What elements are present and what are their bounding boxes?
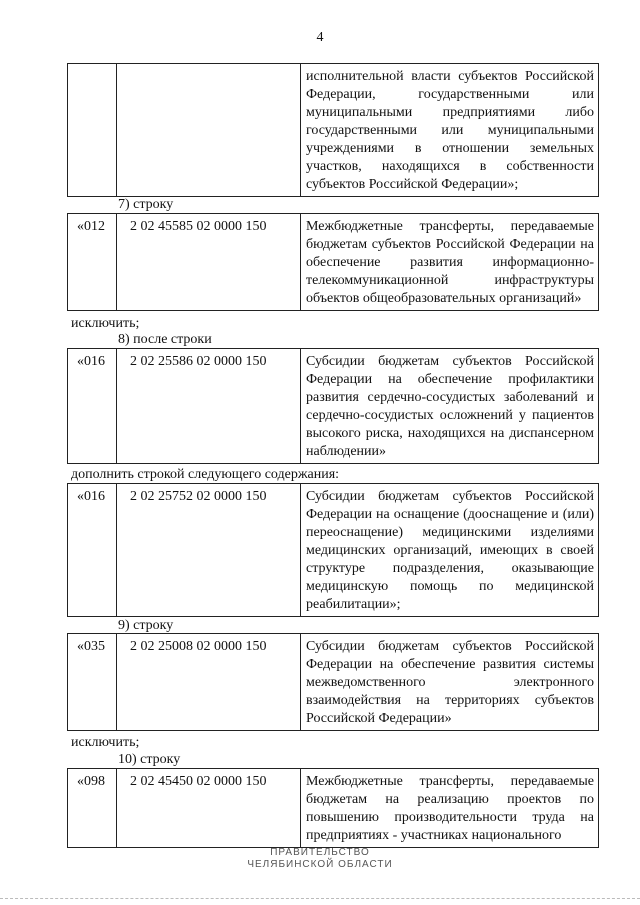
exclude-instruction: исключить; bbox=[71, 735, 140, 750]
revenue-description-cell: Субсидии бюджетам субъектов Российской Федерации на обеспечение профилактики развития сердечно-сосудистых заболеваний и сердечно-сосудистых осложнений у пациентов высокого риска, находящихся на диспансерном наблюдении» bbox=[301, 349, 599, 464]
admin-code-cell: «098 bbox=[68, 769, 117, 848]
admin-code-cell: «016 bbox=[68, 484, 117, 617]
budget-table-row-016-b bbox=[67, 483, 599, 617]
revenue-code-cell: 2 02 25586 02 0000 150 bbox=[117, 349, 301, 464]
item-10-heading: 10) строку bbox=[118, 752, 181, 767]
item-7-heading: 7) строку bbox=[118, 197, 174, 212]
revenue-code-cell: 2 02 25752 02 0000 150 bbox=[117, 484, 301, 617]
revenue-code-cell: 2 02 45585 02 0000 150 bbox=[117, 214, 301, 311]
stamp-line-1: ПРАВИТЕЛЬСТВО bbox=[270, 847, 370, 858]
revenue-description-cell: Межбюджетные трансферты, передаваемые бюджетам субъектов Российской Федерации на обеспечение развития информационно-телекоммуникационной инфраструктуры объектов общеобразовательных организаций» bbox=[301, 214, 599, 311]
revenue-description-cell: Субсидии бюджетам субъектов Российской Федерации на обеспечение развития системы межведомственного электронного взаимодействия на территориях субъектов Российской Федерации» bbox=[301, 634, 599, 731]
budget-table-row-012 bbox=[67, 213, 599, 311]
exclude-instruction: исключить; bbox=[71, 316, 140, 331]
revenue-description-cell: исполнительной власти субъектов Российской Федерации, государственными или муниципальными предприятиями либо государственными или муниципальными учреждениями в отношении земельных участков, находящихся в собственности субъектов Российской Федерации»; bbox=[301, 64, 599, 197]
page-number: 4 bbox=[316, 30, 324, 45]
revenue-code-cell bbox=[117, 64, 301, 197]
government-stamp bbox=[0, 847, 640, 871]
item-8-heading: 8) после строки bbox=[118, 332, 212, 347]
admin-code-cell bbox=[68, 64, 117, 197]
table-row bbox=[68, 634, 599, 731]
budget-table-row-016-a bbox=[67, 348, 599, 464]
table-row bbox=[68, 484, 599, 617]
supplement-instruction: дополнить строкой следующего содержания: bbox=[71, 467, 340, 482]
stamp-line-2: ЧЕЛЯБИНСКОЙ ОБЛАСТИ bbox=[247, 859, 393, 870]
table-row bbox=[68, 769, 599, 848]
table-row bbox=[68, 64, 599, 197]
revenue-description-cell: Субсидии бюджетам субъектов Российской Федерации на оснащение (дооснащение и (или) переоснащение) медицинскими изделиями медицинских организаций, имеющих в своей структуре подразделения, оказывающие медицинскую помощь по медицинской реабилитации»; bbox=[301, 484, 599, 617]
page-edge-divider bbox=[0, 898, 640, 899]
admin-code-cell: «016 bbox=[68, 349, 117, 464]
budget-table-row-035 bbox=[67, 633, 599, 731]
admin-code-cell: «012 bbox=[68, 214, 117, 311]
item-9-heading: 9) строку bbox=[118, 618, 174, 633]
budget-table-row-098 bbox=[67, 768, 599, 848]
revenue-code-cell: 2 02 45450 02 0000 150 bbox=[117, 769, 301, 848]
table-row bbox=[68, 214, 599, 311]
revenue-code-cell: 2 02 25008 02 0000 150 bbox=[117, 634, 301, 731]
revenue-description-cell: Межбюджетные трансферты, передаваемые бюджетам на реализацию проектов по повышению производительности труда на предприятиях - участниках национального bbox=[301, 769, 599, 848]
table-row bbox=[68, 349, 599, 464]
budget-table-continuation bbox=[67, 63, 599, 197]
admin-code-cell: «035 bbox=[68, 634, 117, 731]
